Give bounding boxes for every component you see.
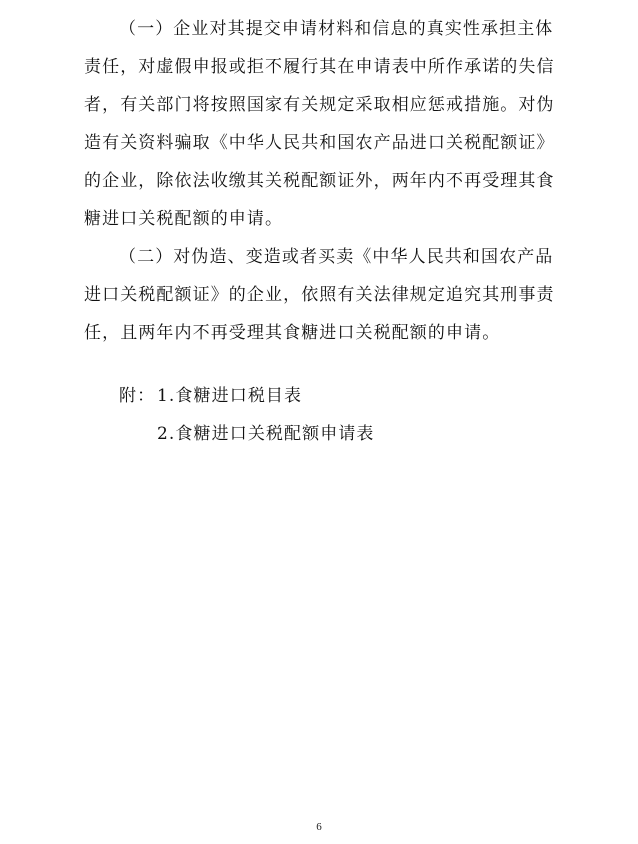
paragraph-2-line-2: 进口关税配额证》的企业，依照有关法律规定追究其刑事责 [84,285,555,305]
attachments-label: 附： [119,386,156,406]
paragraph-1-line-4: 造有关资料骗取《中华人民共和国农产品进口关税配额证》 [84,133,555,153]
paragraph-2-line-3: 任，且两年内不再受理其食糖进口关税配额的申请。 [84,323,501,343]
paragraph-1-line-1: （一）企业对其提交申请材料和信息的真实性承担主体 [119,19,554,39]
paragraph-2-line-1: （二）对伪造、变造或者买卖《中华人民共和国农产品 [119,247,554,267]
paragraph-1-line-3: 者，有关部门将按照国家有关规定采取相应惩戒措施。对伪 [84,95,555,115]
paragraph-1-line-6: 糖进口关税配额的申请。 [84,209,284,229]
paragraph-1-line-5: 的企业，除依法收缴其关税配额证外，两年内不再受理其食 [84,171,555,191]
paragraph-1-line-2: 责任，对虚假申报或拒不履行其在申请表中所作承诺的失信 [84,57,555,77]
page-number: 6 [316,821,322,833]
attachment-item-2: 2.食糖进口关税配额申请表 [157,424,375,444]
attachment-item-1: 1.食糖进口税目表 [157,386,303,406]
